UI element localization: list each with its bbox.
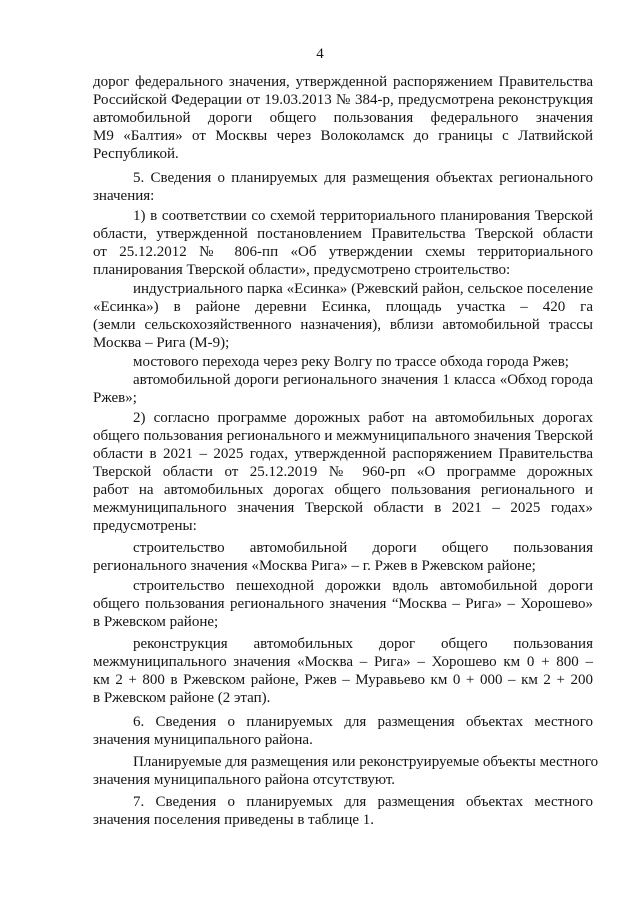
text-line: 5. Сведения о планируемых для размещения объектах регионального — [133, 170, 593, 186]
text-line: строительство пешеходной дорожки вдоль автомобильной дороги — [133, 578, 593, 594]
text-line: от 25.12.2012 № 806-пп «Об утверждении схемы территориального — [93, 244, 593, 260]
text-line: 1) в соответствии со схемой территориального планирования Тверской — [133, 208, 593, 224]
text-line: общего пользования регионального и межмуниципального значения Тверской — [93, 428, 593, 444]
page-number: 4 — [316, 46, 324, 62]
text-line: предусмотрены: — [93, 518, 197, 534]
text-line: реконструкция автомобильных дорог общего пользования — [133, 636, 593, 652]
text-line: общего пользования регионального значения “Москва – Рига» – Хорошево» — [93, 596, 593, 612]
text-line: в Ржевском районе; — [93, 614, 219, 630]
text-line: межмуниципального значения Тверской области в 2021 – 2025 годах» — [93, 500, 593, 516]
text-line: Республикой. — [93, 146, 179, 162]
text-line: дорог федерального значения, утвержденной распоряжением Правительства — [93, 74, 593, 90]
text-line: работ на автомобильных дорогах общего пользования регионального и — [93, 482, 593, 498]
text-line: 6. Сведения о планируемых для размещения объектах местного — [133, 714, 593, 730]
text-line: строительство автомобильной дороги общего пользования — [133, 540, 593, 556]
text-line: Тверской области от 25.12.2019 № 960-рп «О программе дорожных — [93, 464, 593, 480]
text-line: мостового перехода через реку Волгу по трассе обхода города Ржев; — [133, 354, 569, 370]
text-line: Планируемые для размещения или реконструируемые объекты местного — [133, 754, 599, 770]
text-line: 2) согласно программе дорожных работ на автомобильных дорогах — [133, 410, 593, 426]
text-line: области в 2021 – 2025 годах, утвержденной распоряжением Правительства — [93, 446, 593, 462]
text-line: «Есинка») в районе деревни Есинка, площадь участка – 420 га — [93, 299, 593, 315]
text-line: области, утвержденной постановлением Правительства Тверской области — [93, 226, 593, 242]
text-line: Москва – Рига (М-9); — [93, 335, 230, 351]
text-line: межмуниципального значения «Москва – Рига» – Хорошево км 0 + 800 – — [93, 654, 593, 670]
text-line: значения муниципального района. — [93, 732, 313, 748]
text-line: регионального значения «Москва Рига» – г. Ржев в Ржевском районе; — [93, 558, 536, 574]
text-line: автомобильной дороги регионального значения 1 класса «Обход города — [133, 372, 593, 388]
text-line: значения поселения приведены в таблице 1. — [93, 812, 375, 828]
text-line: автомобильной дороги общего пользования федерального значения — [93, 110, 593, 126]
text-line: 7. Сведения о планируемых для размещения объектах местного — [133, 794, 593, 810]
text-line: Ржев»; — [93, 390, 137, 406]
text-line: (земли сельскохозяйственного назначения), вблизи автомобильной трассы — [93, 317, 593, 333]
text-line: значения муниципального района отсутствуют. — [93, 772, 396, 788]
text-line: км 2 + 800 в Ржевском районе, Ржев – Муравьево км 0 + 000 – км 2 + 200 — [93, 672, 593, 688]
text-line: в Ржевском районе (2 этап). — [93, 690, 271, 706]
text-line: индустриального парка «Есинка» (Ржевский район, сельское поселение — [133, 281, 593, 297]
text-line: М9 «Балтия» от Москвы через Волоколамск до границы с Латвийской — [93, 128, 593, 144]
text-line: значения: — [93, 188, 155, 204]
text-line: планирования Тверской области», предусмотрено строительство: — [93, 262, 511, 278]
text-line: Российской Федерации от 19.03.2013 № 384-р, предусмотрена реконструкция — [93, 92, 593, 108]
